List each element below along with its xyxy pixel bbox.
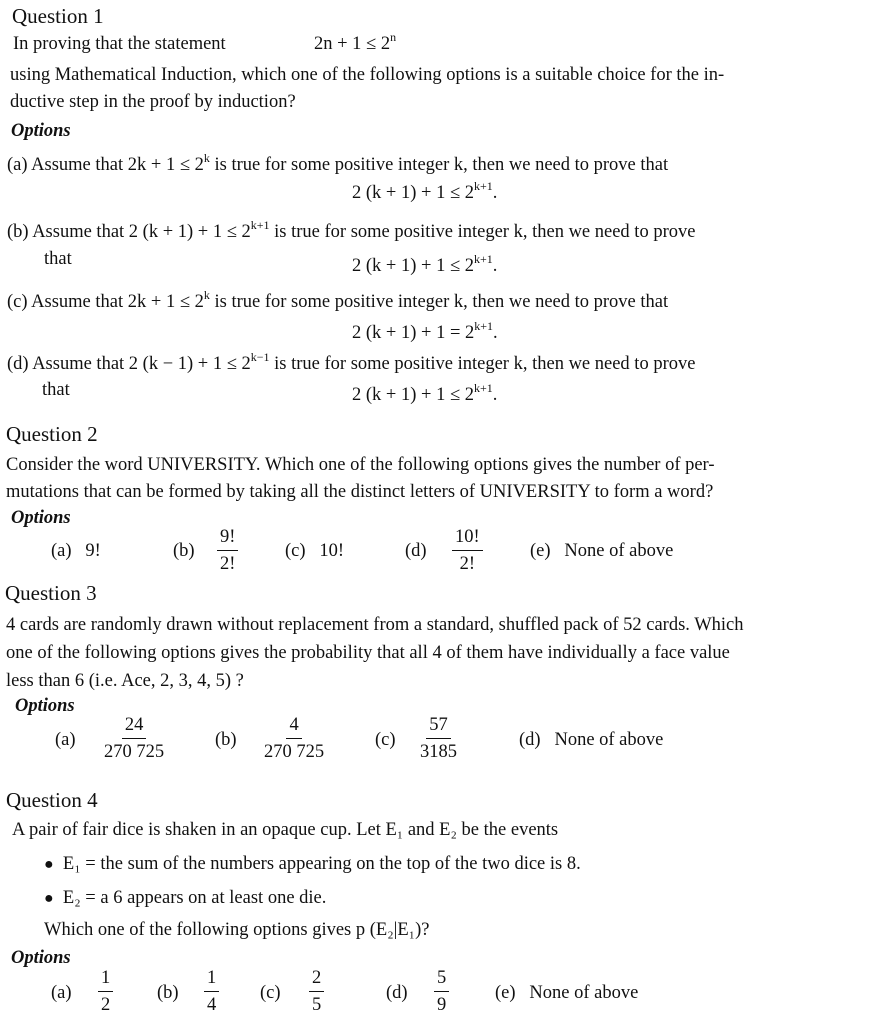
eq-end: . bbox=[492, 256, 498, 276]
option-label: (d) bbox=[519, 730, 541, 750]
option-exp: k bbox=[203, 151, 210, 165]
option-text: is true for some positive integer k, then we need to prove that bbox=[209, 292, 669, 312]
q2-option-a bbox=[51, 540, 101, 562]
q1-options-label: Options bbox=[11, 121, 71, 141]
numerator: 1 bbox=[204, 967, 219, 992]
option-text: is true for some positive integer k, then we need to prove that bbox=[209, 155, 669, 175]
option-value: 9! bbox=[85, 541, 101, 561]
q4-option-a-label: (a) bbox=[51, 983, 72, 1003]
eq-exp: k+1 bbox=[473, 252, 493, 266]
q1-option-c bbox=[7, 288, 669, 313]
q1-option-b-eq bbox=[352, 252, 498, 277]
numerator: 4 bbox=[286, 714, 301, 739]
bullet-text: E₂ = a 6 appears on at least one die. bbox=[62, 888, 327, 908]
q3-options-label: Options bbox=[15, 696, 75, 716]
bullet-text: E₁ = the sum of the numbers appearing on the top of the two dice is 8. bbox=[62, 854, 581, 874]
q3-title: Question 3 bbox=[5, 581, 97, 605]
q2-title: Question 2 bbox=[6, 422, 98, 446]
q3-line1: 4 cards are randomly drawn without replacement from a standard, shuffled pack of 52 cards. Which bbox=[6, 615, 744, 635]
numerator: 9! bbox=[217, 526, 238, 551]
eq-base: 2 (k + 1) + 1 ≤ 2 bbox=[352, 256, 474, 276]
denominator: 270 725 bbox=[264, 742, 325, 762]
q1-statement-exp: n bbox=[390, 30, 397, 44]
q1-statement bbox=[314, 30, 397, 55]
denominator: 2! bbox=[220, 554, 236, 574]
option-value: 10! bbox=[319, 541, 345, 561]
option-label: (b) bbox=[7, 222, 29, 242]
q4-line2: Which one of the following options gives p (E₂|E₁)? bbox=[44, 920, 430, 940]
q4-option-b-label: (b) bbox=[157, 983, 179, 1003]
eq-end: . bbox=[492, 385, 498, 405]
eq-base: 2 (k + 1) + 1 = 2 bbox=[352, 323, 475, 343]
eq-base: 2 (k + 1) + 1 ≤ 2 bbox=[352, 385, 474, 405]
q4-option-a-fraction bbox=[98, 967, 113, 1016]
eq-end: . bbox=[492, 183, 498, 203]
q1-intro: In proving that the statement bbox=[13, 34, 226, 54]
denominator: 5 bbox=[312, 995, 322, 1015]
q4-option-d-fraction bbox=[434, 967, 449, 1016]
q2-option-c bbox=[285, 540, 344, 562]
eq-exp: k+1 bbox=[473, 179, 493, 193]
eq-exp: k+1 bbox=[474, 319, 494, 333]
q3-option-c-fraction bbox=[420, 714, 457, 763]
q1-option-a bbox=[7, 151, 669, 176]
q1-line3: ductive step in the proof by induction? bbox=[10, 92, 296, 112]
q1-option-d-cont: that bbox=[42, 380, 70, 400]
q4-bullet2 bbox=[44, 887, 326, 910]
option-exp: k+1 bbox=[250, 218, 270, 232]
option-text: Assume that 2 (k + 1) + 1 ≤ 2 bbox=[32, 222, 251, 242]
denominator: 270 725 bbox=[104, 742, 165, 762]
q2-option-d-label: (d) bbox=[405, 541, 427, 561]
q4-option-e bbox=[495, 982, 638, 1004]
q4-options-label: Options bbox=[11, 948, 71, 968]
q2-line1: Consider the word UNIVERSITY. Which one of the following options gives the number of per- bbox=[6, 455, 715, 475]
q4-option-c-fraction bbox=[309, 967, 324, 1016]
q1-title: Question 1 bbox=[12, 4, 104, 28]
numerator: 1 bbox=[98, 967, 113, 992]
option-text: is true for some positive integer k, then we need to prove bbox=[269, 354, 696, 374]
q4-option-c-label: (c) bbox=[260, 983, 281, 1003]
option-exp: k bbox=[203, 288, 210, 302]
option-label: (e) bbox=[495, 983, 516, 1003]
q2-option-b-label: (b) bbox=[173, 541, 195, 561]
q3-line2: one of the following options gives the probability that all 4 of them have individually a face value bbox=[6, 643, 730, 663]
numerator: 24 bbox=[122, 714, 147, 739]
q4-line1: A pair of fair dice is shaken in an opaque cup. Let E₁ and E₂ be the events bbox=[12, 820, 559, 840]
q2-option-e bbox=[530, 540, 673, 562]
option-value: None of above bbox=[529, 983, 639, 1003]
eq-exp: k+1 bbox=[473, 381, 493, 395]
denominator: 4 bbox=[207, 995, 217, 1015]
q4-option-b-fraction bbox=[204, 967, 219, 1016]
q1-option-b-cont: that bbox=[44, 249, 72, 269]
q3-option-b-label: (b) bbox=[215, 730, 237, 750]
eq-end: . bbox=[493, 323, 498, 343]
numerator: 5 bbox=[434, 967, 449, 992]
q3-option-a-fraction bbox=[104, 714, 164, 763]
q3-option-d bbox=[519, 729, 663, 751]
q1-option-c-eq bbox=[352, 319, 498, 344]
option-text: Assume that 2k + 1 ≤ 2 bbox=[31, 155, 204, 175]
numerator: 10! bbox=[452, 526, 483, 551]
q2-line2: mutations that can be formed by taking all the distinct letters of UNIVERSITY to form a word? bbox=[6, 482, 714, 502]
q1-option-d bbox=[7, 350, 696, 375]
denominator: 2! bbox=[459, 554, 476, 574]
q1-statement-base: 2n + 1 ≤ 2 bbox=[314, 34, 391, 54]
denominator: 3185 bbox=[420, 742, 457, 762]
numerator: 2 bbox=[309, 967, 324, 992]
option-label: (e) bbox=[530, 541, 551, 561]
option-label: (a) bbox=[7, 155, 28, 175]
q2-option-d-fraction bbox=[452, 526, 483, 575]
q1-option-b bbox=[7, 218, 696, 243]
q4-option-d-label: (d) bbox=[386, 983, 408, 1003]
q3-line3: less than 6 (i.e. Ace, 2, 3, 4, 5) ? bbox=[6, 671, 244, 691]
q4-title: Question 4 bbox=[6, 788, 98, 812]
q3-option-a-label: (a) bbox=[55, 730, 76, 750]
q1-option-d-eq bbox=[352, 381, 498, 406]
option-value: None of above bbox=[554, 730, 664, 750]
denominator: 9 bbox=[437, 995, 447, 1015]
option-label: (a) bbox=[51, 541, 72, 561]
option-value: None of above bbox=[564, 541, 674, 561]
option-label: (c) bbox=[285, 541, 306, 561]
q2-option-b-fraction bbox=[217, 526, 238, 575]
q4-bullet1 bbox=[44, 853, 581, 876]
option-text: Assume that 2 (k − 1) + 1 ≤ 2 bbox=[32, 354, 251, 374]
q1-line2: using Mathematical Induction, which one of the following options is a suitable choice for the in- bbox=[10, 65, 725, 85]
option-label: (c) bbox=[7, 292, 28, 312]
bullet-icon: ● bbox=[44, 890, 54, 907]
denominator: 2 bbox=[101, 995, 111, 1015]
q3-option-c-label: (c) bbox=[375, 730, 396, 750]
q2-options-label: Options bbox=[11, 508, 71, 528]
numerator: 57 bbox=[426, 714, 451, 739]
eq-base: 2 (k + 1) + 1 ≤ 2 bbox=[352, 183, 474, 203]
option-label: (d) bbox=[7, 354, 29, 374]
option-exp: k−1 bbox=[250, 350, 270, 364]
q1-option-a-eq bbox=[352, 179, 498, 204]
option-text: is true for some positive integer k, then we need to prove bbox=[269, 222, 696, 242]
option-text: Assume that 2k + 1 ≤ 2 bbox=[31, 292, 204, 312]
q3-option-b-fraction bbox=[264, 714, 324, 763]
bullet-icon: ● bbox=[44, 856, 54, 873]
